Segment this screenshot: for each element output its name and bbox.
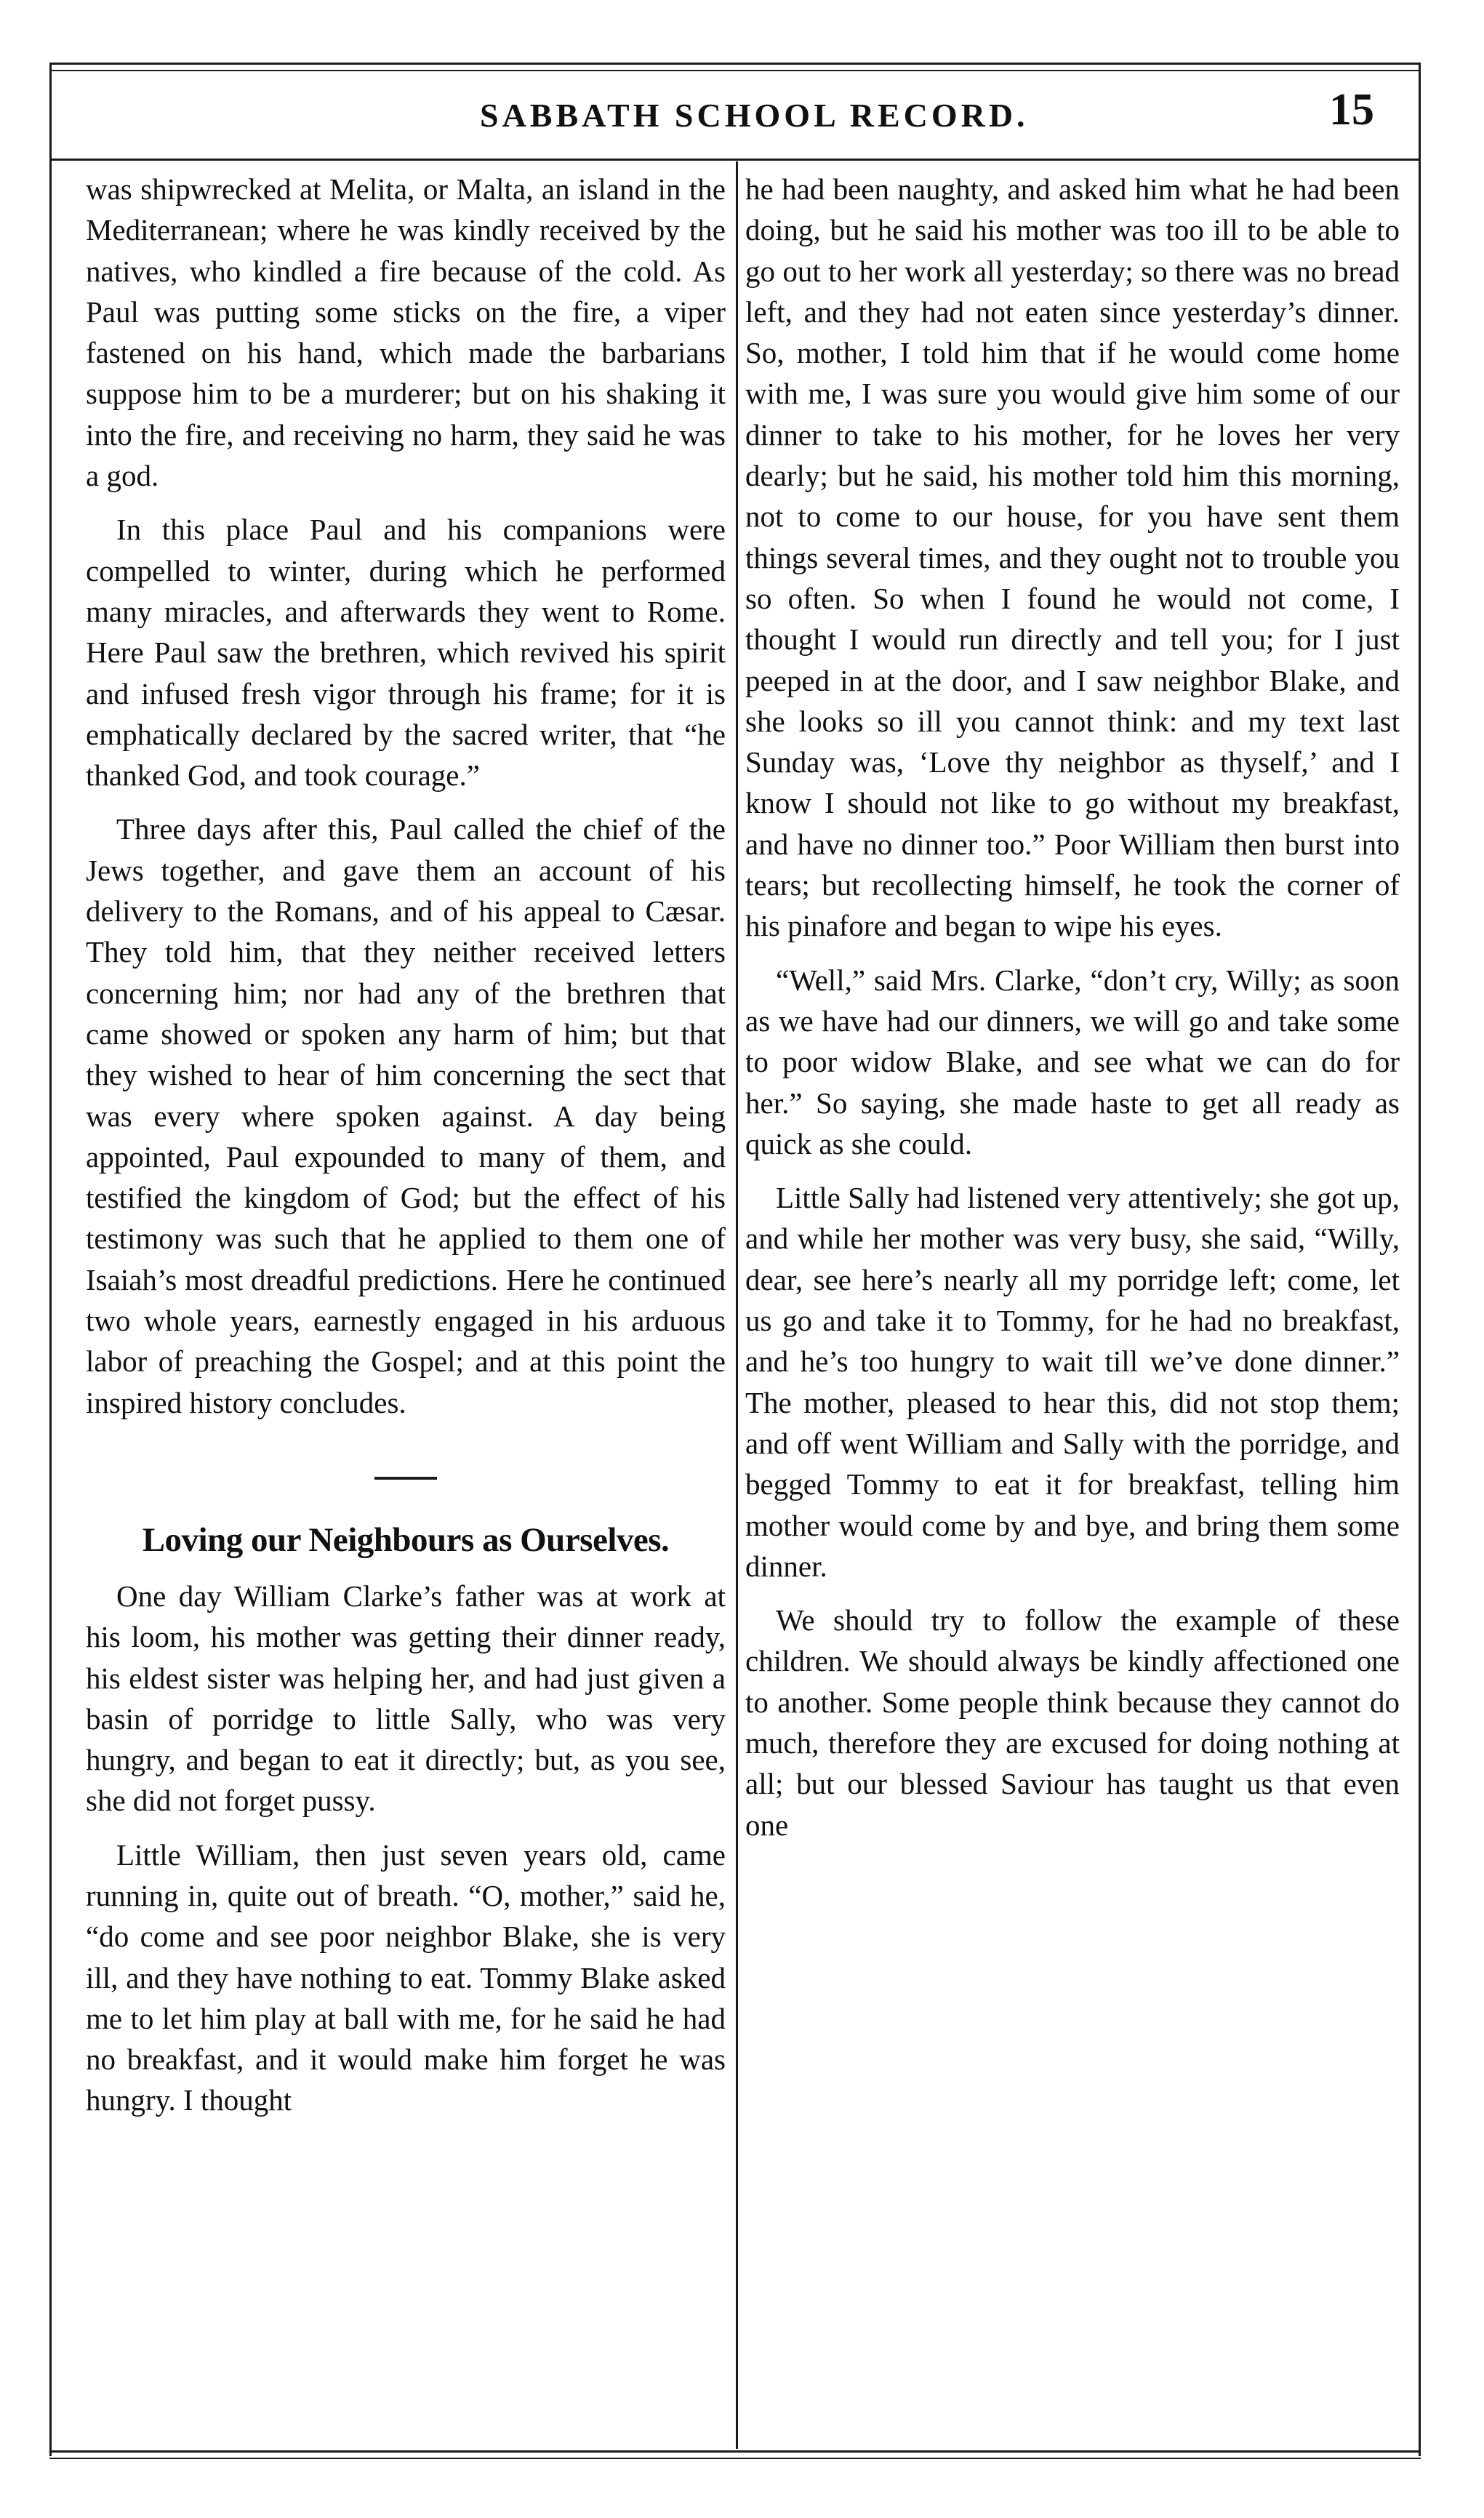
article-title: Loving our Neighbours as Ourselves. xyxy=(142,1520,670,1559)
paragraph: One day William Clarke’s father was at work at his loom, his mother was getting their dinner ready, his eldest sister was helping her, and had just given a basin of porridge to little Sally, who was very hungry, and began to eat it directly; but, as you see, she did not forget pussy. xyxy=(86,1579,726,1818)
paragraph: Three days after this, Paul called the chief of the Jews together, and gave them an account of his delivery to the Romans, and of his appeal to Cæsar. They told him, that they neither received letters concerning him; nor had any of the brethren that came showed or spoken any harm of him; but that they wished to hear of him concerning the sect that was every where spoken against. A day being appointed, Paul expounded to many of them, and testified the kingdom of God; but the effect of his testimony was such that he applied to them one of Isaiah’s most dreadful predictions. Here he continued two whole years, earnestly engaged in his arduous labor of preaching the Gospel; and at this point the inspired history concludes. xyxy=(86,812,726,1419)
page-number: 15 xyxy=(1329,85,1374,135)
paragraph: We should try to follow the example of these children. We should always be kindly affectioned one to another. Some people think because they cannot do much, therefore they are excused for doing nothing at all; but our blessed Saviour has taught us that even one xyxy=(745,1603,1400,1842)
bottom-rule-thin xyxy=(49,2458,1421,2459)
left-column xyxy=(86,169,726,2121)
bottom-rule-thick xyxy=(49,2450,1421,2453)
paragraph: he had been naughty, and asked him what he had been doing, but he said his mother was too ill to be able to go out to her work all yesterday; so there was no bread left, and they had not eaten since yesterday’s dinner. So, mother, I told him that if he would come home with me, I was sure you would give him some of our dinner to take to his mother, for he loves her very dearly; but he said, his mother told him this morning, not to come to our house, for you have sent them things several times, and they ought not to trouble you so often. So when I found he would not come, I thought I would run directly and tell you; for I just peeped in at the door, and I saw neighbor Blake, and she looks so ill you cannot think: and my text last Sunday was, ‘Love thy neighbor as thyself,’ and I know I should not like to go without my breakfast, and have no dinner too.” Poor William then burst into tears; but recollecting himself, he took the corner of his pinafore and began to wipe his eyes. xyxy=(745,172,1400,943)
right-column xyxy=(745,169,1400,1845)
paragraph: Little William, then just seven years old, came running in, quite out of breath. “O, mother,” said he, “do come and see poor neighbor Blake, she is very ill, and they have nothing to eat. Tommy Blake asked me to let him play at ball with me, for he said he had no breakfast, and it would make him forget he was hungry. I thought xyxy=(86,1837,726,2117)
paragraph: “Well,” said Mrs. Clarke, “don’t cry, Willy; as soon as we have had our dinners, we will go and take some to poor widow Blake, and see what we can do for her.” So saying, she made haste to get all ready as quick as she could. xyxy=(745,963,1400,1160)
paragraph: was shipwrecked at Melita, or Malta, an island in the Mediterranean; where he was kindly received by the natives, who kindled a fire because of the cold. As Paul was putting some sticks on the fire, a viper fastened on his hand, which made the barbarians suppose him to be a murderer; but on his shaking it into the fire, and receiving no harm, they said he was a god. xyxy=(86,172,726,493)
running-head-title: SABBATH SCHOOL RECORD. xyxy=(480,97,1029,134)
header-rule xyxy=(49,159,1421,161)
paragraph: Little Sally had listened very attentively; she got up, and while her mother was very busy, she said, “Willy, dear, see here’s nearly all my porridge left; come, let us go and take it to Tommy, for he had no breakfast, and he’s too hungry to wait till we’ve done dinner.” The mother, pleased to hear this, did not stop them; and off went William and Sally with the porridge, and begged Tommy to eat it for breakfast, telling him mother would come by and bye, and bring them some dinner. xyxy=(745,1181,1400,1583)
section-separator xyxy=(374,1477,437,1480)
paragraph: In this place Paul and his companions were compelled to winter, during which he performed many miracles, and afterwards they went to Rome. Here Paul saw the brethren, which revived his spirit and infused fresh vigor through his frame; for it is emphatically declared by the sacred writer, that “he thanked God, and took courage.” xyxy=(86,513,726,793)
column-divider xyxy=(736,161,738,2449)
running-head xyxy=(87,80,1396,153)
